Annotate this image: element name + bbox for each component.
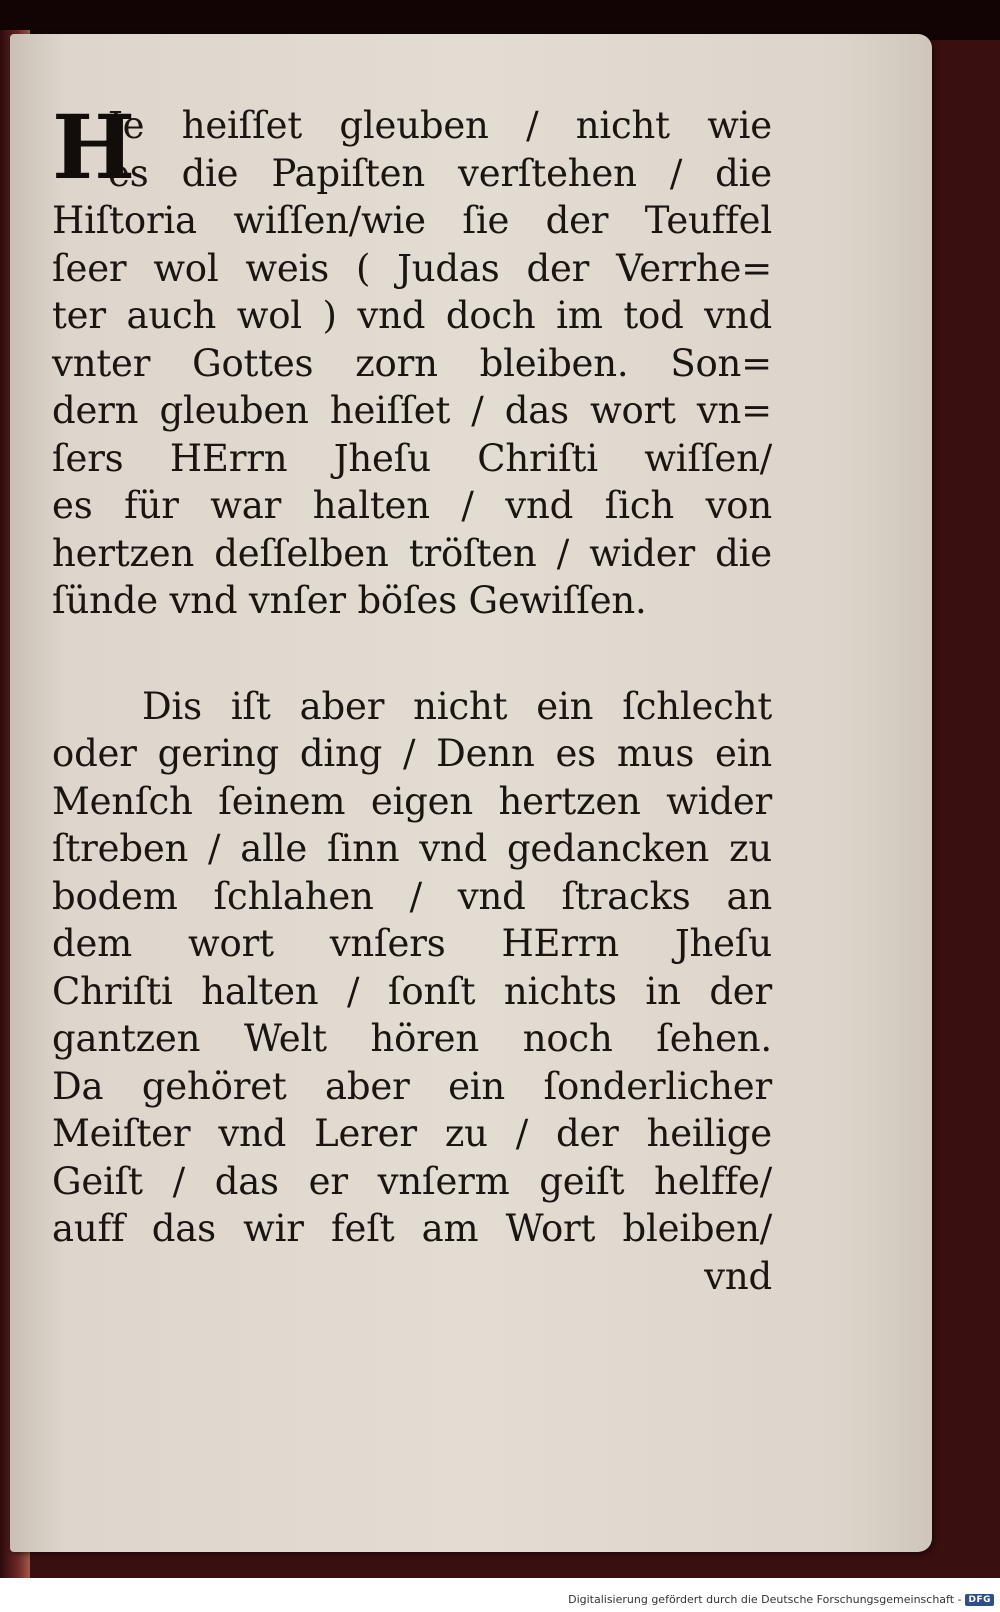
book-page bbox=[10, 34, 932, 1552]
dfg-logo: DFG bbox=[965, 1594, 994, 1606]
text-line: ſtreben / alle ſinn vnd gedancken zu bbox=[52, 827, 772, 870]
text-line: bodem ſchlahen / vnd ſtracks an bbox=[52, 874, 772, 918]
paragraph-gap bbox=[52, 625, 772, 683]
text-line: gantzen Welt hören noch ſehen. bbox=[52, 1017, 772, 1060]
text-line: Dis iſt aber nicht ein ſchlecht bbox=[142, 684, 772, 728]
text-line: hertzen deſſelben tröſten / wider die bbox=[52, 531, 772, 575]
text-line: ſünde vnd vnſer böſes Gewiſſen. bbox=[52, 579, 647, 622]
text-line: Geiſt / das er vnſerm geiſt helffe/ bbox=[52, 1159, 772, 1203]
text-line: oder gering ding / Denn es mus ein bbox=[52, 732, 772, 775]
text-line: Da gehöret aber ein ſonderlicher bbox=[52, 1064, 772, 1108]
text-line: auff das wir feſt am Wort bleiben/ bbox=[52, 1207, 772, 1250]
text-line: es die Papiſten verſtehen / die bbox=[108, 151, 772, 195]
text-line: Menſch ſeinem eigen hertzen wider bbox=[52, 779, 772, 823]
text-line: Chriſti halten / ſonſt nichts in der bbox=[52, 969, 772, 1013]
line-text: Je heiſſet gleuben / nicht wie bbox=[108, 104, 772, 147]
text-line: ſers HErrn Jheſu Chriſti wiſſen/ bbox=[52, 436, 772, 480]
text-line: dem wort vnſers HErrn Jheſu bbox=[52, 922, 772, 965]
text-line: vnter Gottes zorn bleiben. Son= bbox=[52, 341, 772, 385]
digitization-credit bbox=[568, 1593, 994, 1606]
text-line: es für war halten / vnd ſich von bbox=[52, 484, 772, 527]
text-line: ter auch wol ) vnd doch im tod vnd bbox=[52, 294, 772, 337]
catchword: vnd bbox=[704, 1254, 772, 1298]
text-line: ſeer wol weis ( Judas der Verrhe= bbox=[52, 246, 772, 290]
credit-text: Digitalisierung gefördert durch die Deutsche Forschungsgemeinschaft - bbox=[568, 1593, 962, 1606]
drop-cap: H bbox=[52, 95, 135, 199]
page-text bbox=[52, 95, 772, 1300]
text-line: Hiſtoria wiſſen/wie ſie der Teuffel bbox=[52, 199, 772, 242]
text-line: Meiſter vnd Lerer zu / der heilige bbox=[52, 1112, 772, 1155]
text-line: dern gleuben heiſſet / das wort vn= bbox=[52, 389, 772, 432]
